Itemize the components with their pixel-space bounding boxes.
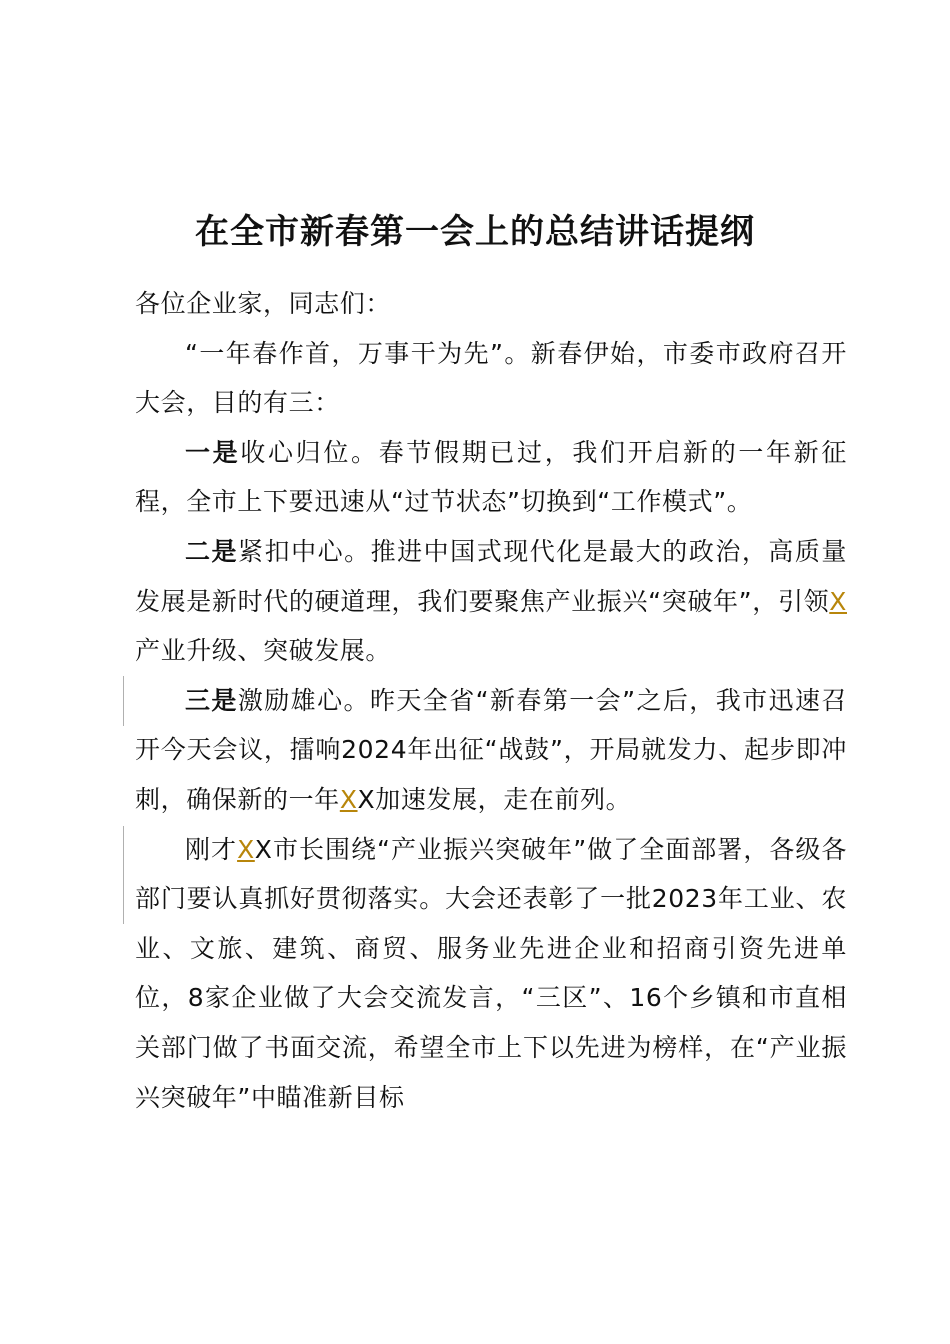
point-one-lead: 一是 [185, 437, 241, 467]
summary-text-start: 刚才 [185, 834, 238, 864]
point-one-text: 收心归位。春节假期已过，我们开启新的一年新征程，全市上下要迅速从“过节状态”切换到“工作模式”。 [135, 437, 848, 517]
tracked-change-mark[interactable]: X [237, 834, 255, 864]
tracked-change-mark[interactable]: X [829, 586, 847, 616]
paragraph-summary [135, 825, 847, 1123]
salutation: 各位企业家，同志们： [135, 289, 392, 318]
paragraph-point-three [135, 676, 847, 825]
tracked-change-mark[interactable]: X [339, 784, 358, 814]
point-two-text-end: 产业升级、突破发展。 [135, 636, 392, 666]
document-body [135, 279, 847, 1122]
point-three-lead: 三是 [185, 685, 238, 715]
summary-text: X市长围绕“产业振兴突破年”做了全面部署，各级各部门要认真抓好贯彻落实。大会还表彰了一批2023年工业、农业、文旅、建筑、商贸、服务业先进企业和招商引资先进单位，8家企业做了大会交流发言，“三区”、16个乡镇和市直相关部门做了书面交流，希望全市上下以先进为榜样，在“产业振兴突破年”中瞄准新目标 [135, 834, 848, 1112]
point-three-text: 激励雄心。昨天全省“新春第一会”之后，我市迅速召开今天会议，擂响2024年出征“战鼓”，开局就发力、起步即冲刺，确保新的一年 [135, 685, 847, 814]
point-two-text: 紧扣中心。推进中国式现代化是最大的政治，高质量发展是新时代的硬道理，我们要聚焦产业振兴“突破年”，引领 [135, 536, 848, 616]
paragraph-point-two [135, 527, 847, 676]
change-bar [123, 676, 124, 726]
paragraph-intro: “一年春作首，万事干为先”。新春伊始，市委市政府召开大会，目的有三： [135, 338, 847, 418]
paragraph-point-one [135, 428, 847, 527]
change-bar [123, 826, 124, 924]
point-three-text-end: X加速发展，走在前列。 [357, 784, 632, 814]
document-title: 在全市新春第一会上的总结讲话提纲 [195, 212, 755, 252]
point-two-lead: 二是 [185, 536, 239, 566]
